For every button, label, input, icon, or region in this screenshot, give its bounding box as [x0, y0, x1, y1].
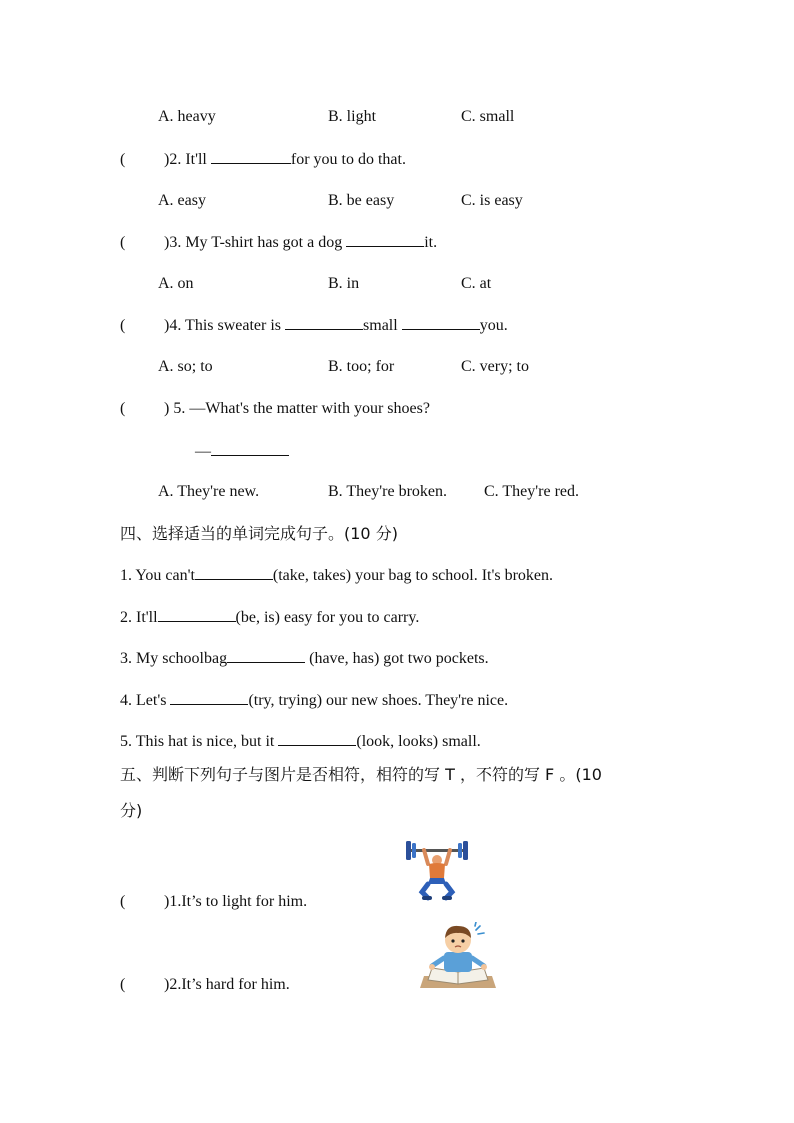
answer-paren[interactable]: (	[120, 151, 126, 168]
boy-studying-icon	[418, 922, 498, 990]
answer-blank[interactable]	[285, 315, 363, 330]
section-5-title-line1: 五、判断下列句子与图片是否相符，相符的写 T ，不符的写 F 。(10	[120, 765, 602, 784]
q4-option-c: C. very; to	[461, 358, 529, 375]
question-3: ( )3. My T-shirt has got a dog it.	[120, 234, 438, 251]
answer-paren[interactable]: (	[120, 893, 126, 910]
q1-option-c: C. small	[461, 108, 515, 125]
q4-option-a: A. so; to	[158, 358, 213, 375]
answer-blank[interactable]	[211, 441, 289, 456]
q3-option-c: C. at	[461, 275, 492, 292]
answer-blank[interactable]	[346, 232, 424, 247]
q5-option-c: C. They're red.	[484, 483, 579, 500]
answer-paren[interactable]: (	[120, 234, 126, 251]
judge-1: ( )1.It’s to light for him.	[120, 893, 308, 910]
section-4-title: 四、选择适当的单词完成句子。(10 分)	[120, 524, 398, 543]
q1-option-b: B. light	[328, 108, 377, 125]
question-4: ( )4. This sweater is small you.	[120, 317, 508, 334]
sentence-4: 4. Let's (try, trying) our new shoes. They're nice.	[120, 692, 509, 709]
sentence-3: 3. My schoolbag (have, has) got two pockets.	[120, 650, 489, 667]
q2-option-b: B. be easy	[328, 192, 395, 209]
q3-option-a: A. on	[158, 275, 194, 292]
answer-blank[interactable]	[402, 315, 480, 330]
answer-blank[interactable]	[195, 565, 273, 580]
sentence-1: 1. You can't (take, takes) your bag to school. It's broken.	[120, 567, 554, 584]
q5-reply: —	[195, 441, 289, 462]
q3-option-b: B. in	[328, 275, 360, 292]
weightlifter-icon	[402, 838, 472, 904]
answer-blank[interactable]	[211, 149, 291, 164]
q2-option-c: C. is easy	[461, 192, 523, 209]
answer-paren[interactable]: (	[120, 317, 126, 334]
answer-blank[interactable]	[158, 607, 236, 622]
sentence-2: 2. It'll (be, is) easy for you to carry.	[120, 609, 420, 626]
judge-2: ( )2.It’s hard for him.	[120, 976, 290, 993]
q1-option-a: A. heavy	[158, 108, 216, 125]
answer-paren[interactable]: (	[120, 400, 126, 417]
sentence-5: 5. This hat is nice, but it (look, looks) small.	[120, 733, 481, 750]
q5-option-a: A. They're new.	[158, 483, 260, 500]
answer-blank[interactable]	[170, 690, 248, 705]
q2-option-a: A. easy	[158, 192, 206, 209]
question-5: ( ) 5. —What's the matter with your shoes?	[120, 400, 430, 417]
q5-option-b: B. They're broken.	[328, 483, 447, 500]
answer-blank[interactable]	[278, 731, 356, 746]
question-2: ( )2. It'll for you to do that.	[120, 151, 406, 168]
answer-paren[interactable]: (	[120, 976, 126, 993]
answer-blank[interactable]	[227, 648, 305, 663]
q4-option-b: B. too; for	[328, 358, 395, 375]
section-5-title-line2: 分)	[120, 801, 143, 820]
